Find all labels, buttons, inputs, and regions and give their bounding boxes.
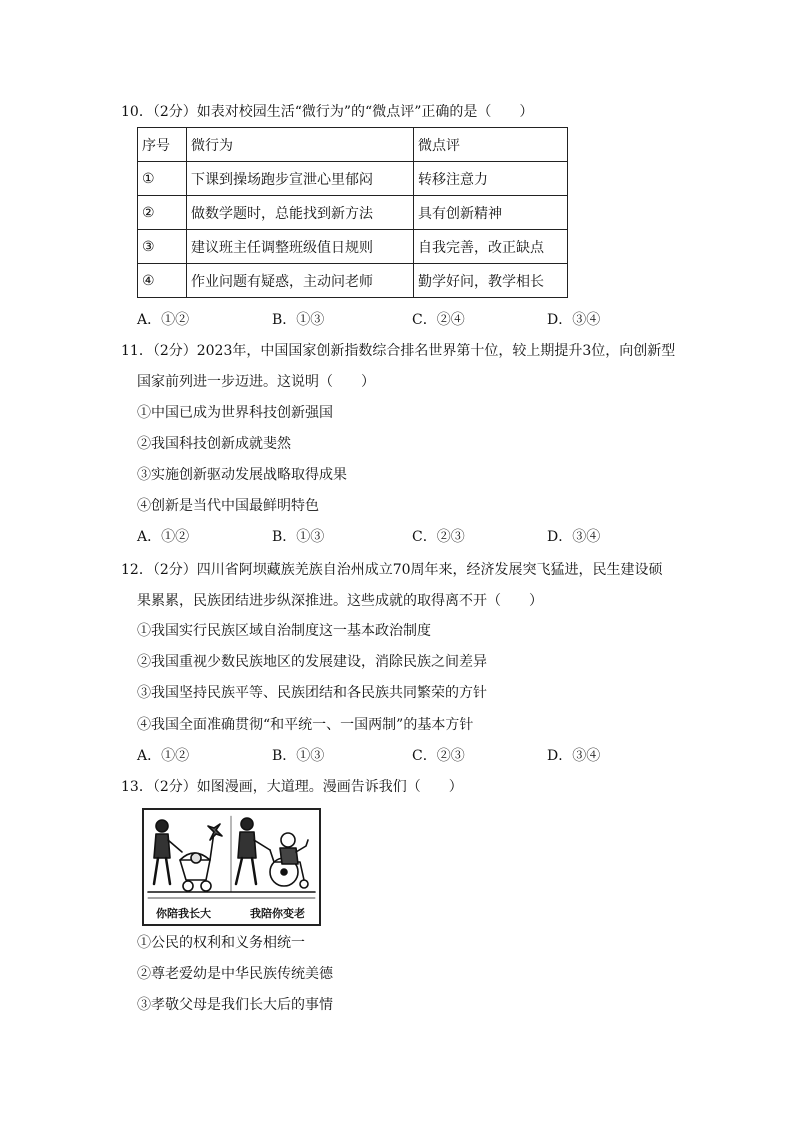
option-d[interactable]: D．③④	[547, 748, 601, 764]
statement-3: ③实施创新驱动发展战略取得成果	[137, 467, 347, 483]
table-cell: 建议班主任调整班级值日规则	[187, 230, 414, 264]
table-header-cell: 序号	[138, 128, 187, 162]
table-row	[138, 230, 568, 264]
option-d[interactable]: D．③④	[547, 529, 601, 545]
option-c[interactable]: C．②③	[412, 529, 465, 545]
question-11-options	[137, 528, 637, 546]
question-10-stem: 10．（2分）如表对校园生活“微行为”的“微点评”正确的是（ ）	[121, 104, 534, 120]
table-cell: 做数学题时，总能找到新方法	[187, 196, 414, 230]
table-cell: 具有创新精神	[414, 196, 568, 230]
table-row	[138, 196, 568, 230]
question-11-stem-continued: 国家前列进一步迈进。这说明（ ）	[137, 374, 375, 390]
statement-3: ③我国坚持民族平等、民族团结和各民族共同繁荣的方针	[137, 685, 487, 701]
option-d[interactable]: D．③④	[547, 312, 601, 328]
statement-1: ①我国实行民族区域自治制度这一基本政治制度	[137, 623, 431, 639]
table-row	[138, 264, 568, 298]
cartoon-image	[142, 808, 321, 926]
statement-1: ①公民的权利和义务相统一	[137, 935, 305, 951]
cartoon-caption-right: 我陪你变老	[250, 907, 305, 920]
option-a[interactable]: A．①②	[137, 529, 190, 545]
statement-3: ③孝敬父母是我们长大后的事情	[137, 997, 333, 1013]
table-cell: ②	[138, 196, 187, 230]
option-a[interactable]: A．①②	[137, 312, 190, 328]
option-b[interactable]: B．①③	[272, 529, 325, 545]
table-cell: 勤学好问，教学相长	[414, 264, 568, 298]
table-header-row	[138, 128, 568, 162]
statement-1: ①中国已成为世界科技创新强国	[137, 405, 333, 421]
option-c[interactable]: C．②④	[412, 312, 465, 328]
table-cell: 下课到操场跑步宣泄心里郁闷	[187, 162, 414, 196]
table-cell: ④	[138, 264, 187, 298]
table-cell: 作业问题有疑惑，主动问老师	[187, 264, 414, 298]
statement-2: ②我国重视少数民族地区的发展建设，消除民族之间差异	[137, 654, 487, 670]
table-cell: 自我完善，改正缺点	[414, 230, 568, 264]
option-c[interactable]: C．②③	[412, 748, 465, 764]
statement-4: ④创新是当代中国最鲜明特色	[137, 498, 319, 514]
statement-2: ②尊老爱幼是中华民族传统美德	[137, 966, 333, 982]
question-12-stem: 12．（2分）四川省阿坝藏族羌族自治州成立70周年来，经济发展突飞猛进，民生建设硕	[121, 562, 663, 578]
option-a[interactable]: A．①②	[137, 748, 190, 764]
table-header-cell: 微行为	[187, 128, 414, 162]
cartoon-caption-left: 你陪我长大	[156, 907, 211, 920]
question-10-table	[137, 127, 568, 298]
table-cell: 转移注意力	[414, 162, 568, 196]
question-10-options	[137, 311, 637, 329]
table-header-cell: 微点评	[414, 128, 568, 162]
question-13-stem: 13．（2分）如图漫画，大道理。漫画告诉我们（ ）	[121, 779, 463, 795]
statement-2: ②我国科技创新成就斐然	[137, 436, 291, 452]
question-12-stem-continued: 果累累，民族团结进步纵深推进。这些成就的取得离不开（ ）	[137, 593, 543, 609]
option-b[interactable]: B．①③	[272, 312, 325, 328]
option-b[interactable]: B．①③	[272, 748, 325, 764]
statement-4: ④我国全面准确贯彻“和平统一、一国两制”的基本方针	[137, 717, 474, 733]
table-cell: ①	[138, 162, 187, 196]
table-row	[138, 162, 568, 196]
question-12-options	[137, 747, 637, 765]
table-cell: ③	[138, 230, 187, 264]
question-11-stem: 11．（2分）2023年，中国国家创新指数综合排名世界第十位，较上期提升3位，向创新型	[121, 343, 676, 359]
